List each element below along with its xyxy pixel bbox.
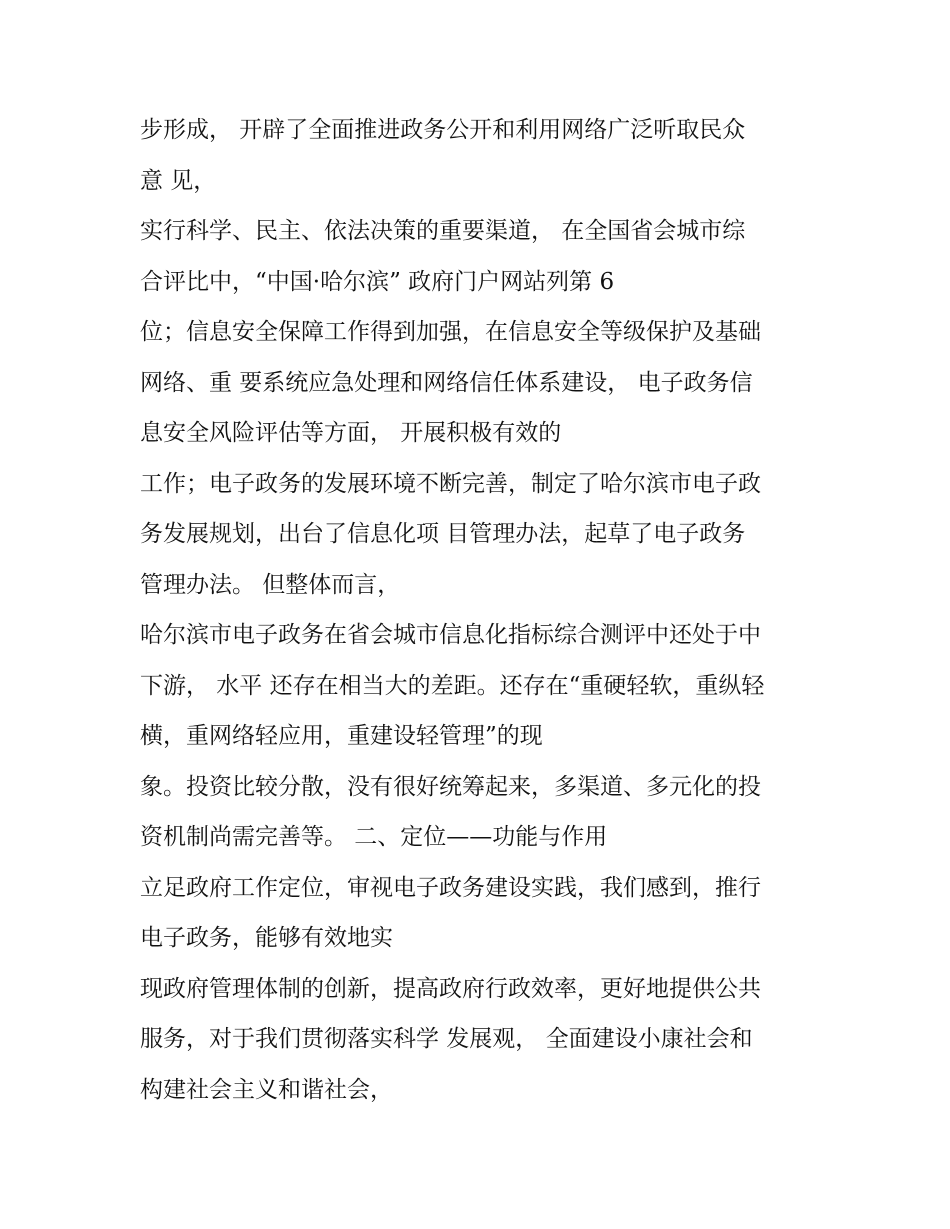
text-line: 位；信息安全保障工作得到加强，在信息安全等级保护及基础 <box>140 319 761 345</box>
text-line: 现政府管理体制的创新，提高政府行政效率，更好地提供公共 <box>140 976 761 1002</box>
text-line: 意 见， <box>140 168 217 194</box>
text-line: 步形成， 开辟了全面推进政务公开和利用网络广泛听取民众 <box>140 117 746 143</box>
text-line: 务发展规划，出台了信息化项 目管理办法，起草了电子政务 <box>140 521 746 547</box>
text-line: 资机制尚需完善等。 二、定位——功能与作用 <box>140 824 608 850</box>
text-line: 构建社会主义和谐社会， <box>140 1077 393 1103</box>
text-line: 息安全风险评估等方面， 开展积极有效的 <box>140 420 562 446</box>
text-line: 立足政府工作定位，审视电子政务建设实践，我们感到，推行 <box>140 875 761 901</box>
text-line: 网络、重 要系统应急处理和网络信任体系建设， 电子政务信 <box>140 370 753 396</box>
text-line: 服务，对于我们贯彻落实科学 发展观， 全面建设小康社会和 <box>140 1026 753 1052</box>
text-line: 合评比中，“中国·哈尔滨” 政府门户网站列第 6 <box>140 269 615 295</box>
text-line: 横，重网络轻应用，重建设轻管理”的现 <box>140 723 543 749</box>
text-line: 工作；电子政务的发展环境不断完善，制定了哈尔滨市电子政 <box>140 471 761 497</box>
text-line: 下游， 水平 还存在相当大的差距。还存在“重硬轻软，重纵轻 <box>140 673 765 699</box>
text-line: 管理办法。 但整体而言， <box>140 572 401 598</box>
text-line: 实行科学、民主、依法决策的重要渠道， 在全国省会城市综 <box>140 218 746 244</box>
text-line: 电子政务，能够有效地实 <box>140 925 393 951</box>
text-line: 哈尔滨市电子政务在省会城市信息化指标综合测评中还处于中 <box>140 622 761 648</box>
text-line: 象。投资比较分散，没有很好统筹起来，多渠道、多元化的投 <box>140 774 761 800</box>
